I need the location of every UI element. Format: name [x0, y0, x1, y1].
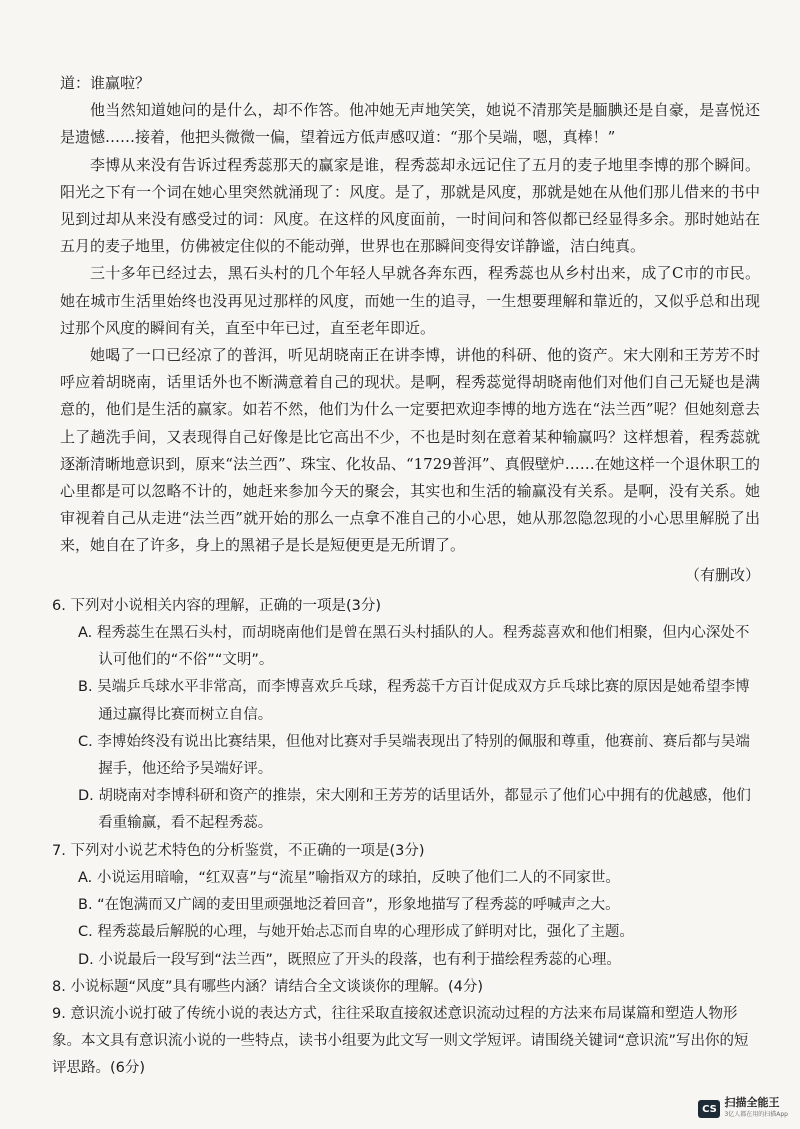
question-stem: 6. 下列对小说相关内容的理解，正确的一项是(3分) — [52, 597, 381, 614]
question-option: B. “在饱满而又广阔的麦田里顽强地泛着回音”，形象地描写了程秀蕊的呼喊声之大。 — [78, 897, 620, 914]
passage-paragraph: 三十多年已经过去，黑石头村的几个年轻人早就各奔东西，程秀蕊也从乡村出来，成了C市的市民。她在城市生活里始终也没再见过那样的风度，而她一生的追寻，一生想要理解和靠近的，又似乎总和出现过那个风度的瞬间有关，直至中年已过，直至老年即近。 — [60, 264, 760, 337]
question-option: C. 程秀蕊最后解脱的心理，与她开始忐忑而自卑的心理形成了鲜明对比，强化了主题。 — [78, 924, 634, 941]
scanner-watermark — [698, 1097, 788, 1121]
question-option: A. 小说运用暗喻，“红双喜”与“流星”喻指双方的球拍，反映了他们二人的不同家世。 — [78, 869, 620, 886]
scanner-tagline: 3亿人都在用的扫描App — [724, 1111, 788, 1118]
passage-paragraph: 李博从来没有告诉过程秀蕊那天的赢家是谁，程秀蕊却永远记住了五月的麦子地里李博的那个瞬间。阳光之下有一个词在她心里突然就涌现了：风度。是了，那就是风度，那就是她在从他们那儿借来的书中见到过却从来没有感受过的词：风度。在这样的风度面前，一时间问和答似都已经显得多余。那时她站在五月的麦子地里，仿佛被定住似的不能动弹，世界也在那瞬间变得安详静谧，洁白纯真。 — [60, 155, 760, 256]
camscanner-icon: CS — [698, 1100, 720, 1118]
question-stem: 9. 意识流小说打破了传统小说的表达方式，往往采取直接叙述意识流动过程的方法来布局谋篇和塑造人物形象。本文具有意识流小说的一些特点，读书小组要为此文写一则文学短评。请围绕关键词“意识流”写出你的短评思路。(6分) — [52, 1005, 749, 1077]
question-option: D. 胡晓南对李博科研和资产的推崇，宋大刚和王芳芳的话里话外，都显示了他们心中拥有的优越感，他们看重输赢，看不起程秀蕊。 — [78, 788, 751, 832]
question-option: C. 李博始终没有说出比赛结果，但他对比赛对手吴端表现出了特别的佩服和尊重，他赛前、赛后都与吴端握手，他还给予吴端好评。 — [78, 733, 750, 778]
question-option: B. 吴端乒乓球水平非常高，而李博喜欢乒乓球，程秀蕊千方百计促成双方乒乓球比赛的原因是她希望李博通过赢得比赛而树立自信。 — [78, 679, 750, 723]
passage-paragraph: 他当然知道她问的是什么，却不作答。他冲她无声地笑笑，她说不清那笑是腼腆还是自豪，是喜悦还是遗憾……接着，他把头微微一偏，望着远方低声感叹道：“那个吴端，嗯，真棒！” — [60, 101, 760, 147]
scanner-app-name: 扫描全能王 — [724, 1096, 780, 1109]
edit-note: （有删改） — [684, 565, 760, 584]
passage-lead: 道：谁赢啦？ — [60, 74, 151, 92]
question-stem: 8. 小说标题“风度”具有哪些内涵？请结合全文谈谈你的理解。(4分) — [52, 978, 484, 995]
question-option: D. 小说最后一段写到“法兰西”，既照应了开头的段落，也有利于描绘程秀蕊的心理。 — [78, 951, 621, 968]
exam-page — [52, 70, 760, 1083]
question-option: A. 程秀蕊生在黑石头村，而胡晓南他们是曾在黑石头村插队的人。程秀蕊喜欢和他们相聚，但内心深处不认可他们的“不俗”“文明”。 — [78, 625, 750, 669]
question-stem: 7. 下列对小说艺术特色的分析鉴赏，不正确的一项是(3分) — [52, 842, 425, 859]
passage-paragraph: 她喝了一口已经凉了的普洱，听见胡晓南正在讲李博，讲他的科研、他的资产。宋大刚和王芳芳不时呼应着胡晓南，话里话外也不断满意着自己的现状。是啊，程秀蕊觉得胡晓南他们对他们自己无疑也是满意的，他们是生活的赢家。如若不然，他们为什么一定要把欢迎李博的地方选在“法兰西”呢？但她刻意去上了趟洗手间，又表现得自己好像是比它高出不少，不也是时刻在意着某种输赢吗？这样想着，程秀蕊就逐渐清晰地意识到，原来“法兰西”、珠宝、化妆品、“1729普洱”、真假壁炉……在她这样一个退休职工的心里都是可以忽略不计的，她赶来参加今天的聚会，其实也和生活的输赢没有关系。是啊，没有关系。她审视着自己从走进“法兰西”就开始的那么一点拿不准自己的小心思，她从那忽隐忽现的小心思里解脱了出来，她自在了许多，身上的黑裙子是长是短便更是无所谓了。 — [60, 346, 760, 555]
